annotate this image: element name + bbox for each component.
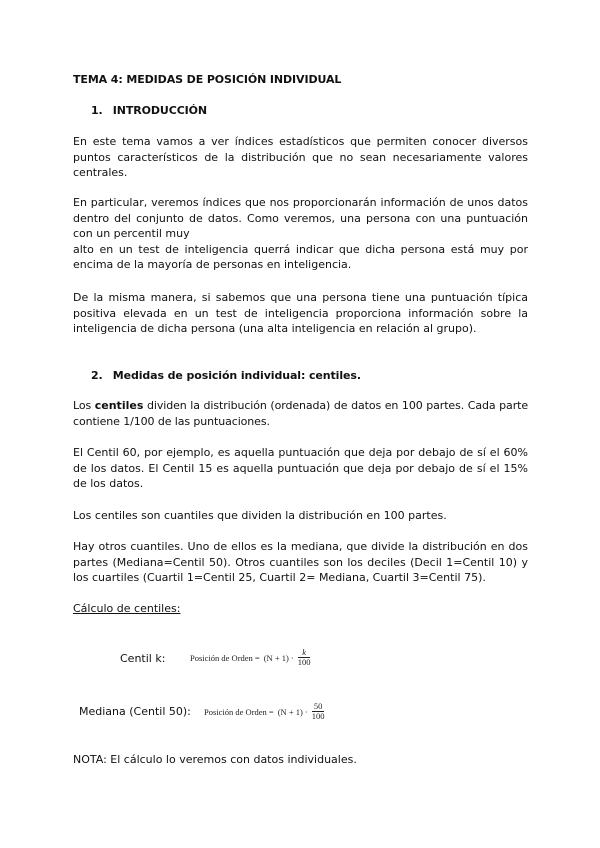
- section-title: Medidas de posición individual: centiles.: [112, 369, 361, 382]
- paragraph: Hay otros cuantiles. Uno de ellos es la mediana, que divide la distribución en dos partes (Mediana=Centil 50). Otros cuantiles son los deciles (Decil 1=Centil 10) y los cuartiles (Cuartil 1=Centil 25, Cuartil 2= Mediana, Cuartil 3=Centil 75).: [73, 540, 528, 584]
- paragraph-line: En particular, veremos índices que nos proporcionarán información de unos datos dentro del conjunto de datos. Como veremos, una persona con una puntuación con un percentil muy: [73, 196, 528, 240]
- paragraph: En este tema vamos a ver índices estadísticos que permiten conocer diversos puntos característicos de la distribución que no sean necesariamente valores centrales.: [73, 135, 528, 179]
- paragraph: [73, 398, 528, 429]
- section-number: 1.: [91, 104, 103, 117]
- text-run: Los: [73, 399, 95, 412]
- calc-heading: Cálculo de centiles:: [73, 602, 181, 615]
- fraction-denominator: 100: [297, 657, 311, 667]
- note: NOTA: El cálculo lo veremos con datos individuales.: [73, 753, 357, 766]
- section-heading-centiles: [91, 369, 361, 382]
- formula-lhs: Posición de Orden =: [190, 652, 260, 663]
- fraction-numerator: 50: [313, 701, 323, 711]
- formula-label: Mediana (Centil 50):: [79, 705, 191, 718]
- formula-mediana: [204, 702, 325, 721]
- paragraph: Los centiles son cuantiles que dividen la distribución en 100 partes.: [73, 509, 447, 522]
- text-run: dividen la distribución (ordenada) de datos en 100 partes. Cada parte contiene 1/100 de las puntuaciones.: [73, 399, 528, 428]
- fraction-denominator: 100: [311, 711, 325, 721]
- bold-term: centiles: [94, 399, 144, 412]
- formula-lhs: Posición de Orden =: [204, 706, 274, 717]
- formula-label: Centil k:: [120, 652, 166, 665]
- formula-term: (N + 1) ·: [277, 706, 308, 717]
- section-heading-introduccion: [91, 104, 207, 117]
- paragraph: El Centil 60, por ejemplo, es aquella puntuación que deja por debajo de sí el 60% de los datos. El Centil 15 es aquella puntuación que deja por debajo de sí el 15% de los datos.: [73, 446, 528, 490]
- section-title: INTRODUCCIÓN: [112, 104, 208, 117]
- formula-centil-k: [190, 648, 311, 667]
- formula-fraction: [312, 702, 325, 721]
- page-title: TEMA 4: MEDIDAS DE POSICIÓN INDIVIDUAL: [73, 73, 342, 86]
- paragraph-line: alto en un test de inteligencia querrá indicar que dicha persona está muy por encima de la mayoría de personas en inteligencia.: [73, 242, 528, 271]
- formula-term: (N + 1) ·: [263, 652, 294, 663]
- paragraph: [73, 195, 528, 273]
- fraction-numerator: k: [302, 647, 307, 657]
- paragraph: De la misma manera, si sabemos que una persona tiene una puntuación típica positiva elevada en un test de inteligencia proporciona información sobre la inteligencia de dicha persona (una alta inteligencia en relación al grupo).: [73, 291, 528, 335]
- section-number: 2.: [91, 369, 103, 382]
- formula-fraction: [298, 648, 311, 667]
